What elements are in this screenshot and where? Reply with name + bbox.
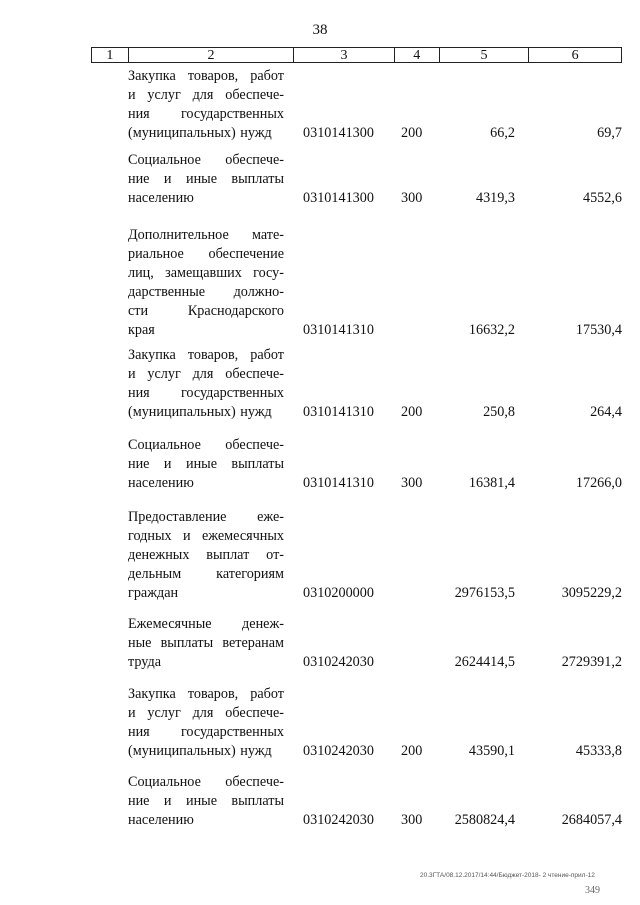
description-line: граждан <box>128 585 179 601</box>
description-line: риальное обеспечение <box>128 246 284 262</box>
row-value-2018: 2624414,5 <box>454 654 515 670</box>
row-code: 0310141300 <box>303 190 374 206</box>
description-line: ние и иные выплаты <box>128 456 284 472</box>
row-expense-type: 300 <box>401 475 423 491</box>
description-line: Ежемесячные денеж- <box>128 616 284 632</box>
description-line: населению <box>128 475 194 491</box>
row-description <box>128 508 284 603</box>
row-description <box>128 615 284 672</box>
row-expense-type: 300 <box>401 812 423 828</box>
header-col-2: 2 <box>129 48 294 62</box>
description-line: (муниципальных) нужд <box>128 743 272 759</box>
row-value-2019: 264,4 <box>590 404 622 420</box>
table-header <box>91 47 622 63</box>
description-line: и услуг для обеспече- <box>128 87 284 103</box>
row-value-2018: 4319,3 <box>475 190 515 206</box>
description-line: Предоставление еже- <box>128 509 284 525</box>
row-code: 0310141310 <box>303 475 374 491</box>
page-stamp: 349 <box>585 885 600 896</box>
row-code: 0310141310 <box>303 322 374 338</box>
row-value-2019: 17530,4 <box>575 322 622 338</box>
description-line: денежных выплат от- <box>128 547 284 563</box>
row-value-2018: 250,8 <box>483 404 515 420</box>
description-line: Закупка товаров, работ <box>128 686 284 702</box>
row-code: 0310242030 <box>303 743 374 759</box>
footer-filename: 20.3ГТА/08.12.2017/14:44/Бюджет-2018- 2 чтение-прил-12 <box>420 872 595 879</box>
row-value-2018: 16632,2 <box>468 322 515 338</box>
description-line: труда <box>128 654 161 670</box>
row-description <box>128 226 284 340</box>
description-line: годных и ежемесячных <box>128 528 284 544</box>
description-line: ния государственных <box>128 385 284 401</box>
row-value-2019: 2729391,2 <box>561 654 622 670</box>
row-description <box>128 346 284 422</box>
description-line: ние и иные выплаты <box>128 793 284 809</box>
description-line: края <box>128 322 155 338</box>
description-line: Социальное обеспече- <box>128 437 284 453</box>
row-value-2019: 4552,6 <box>582 190 622 206</box>
row-expense-type: 300 <box>401 190 423 206</box>
row-value-2018: 43590,1 <box>468 743 515 759</box>
row-value-2018: 2976153,5 <box>454 585 515 601</box>
row-code: 0310242030 <box>303 654 374 670</box>
page-number: 38 <box>312 22 328 38</box>
description-line: ные выплаты ветеранам <box>128 635 284 651</box>
row-code: 0310200000 <box>303 585 374 601</box>
row-value-2019: 45333,8 <box>575 743 622 759</box>
description-line: ния государственных <box>128 724 284 740</box>
description-line: Социальное обеспече- <box>128 774 284 790</box>
row-value-2018: 16381,4 <box>468 475 515 491</box>
description-line: дарственные должно- <box>128 284 284 300</box>
row-expense-type: 200 <box>401 743 423 759</box>
header-col-5: 5 <box>440 48 530 62</box>
description-line: дельным категориям <box>128 566 284 582</box>
description-line: лиц, замещавших госу- <box>128 265 284 281</box>
row-value-2019: 3095229,2 <box>561 585 622 601</box>
description-line: (муниципальных) нужд <box>128 404 272 420</box>
row-description <box>128 685 284 761</box>
row-code: 0310141300 <box>303 125 374 141</box>
description-line: населению <box>128 190 194 206</box>
row-description <box>128 773 284 830</box>
row-code: 0310141310 <box>303 404 374 420</box>
row-description <box>128 151 284 208</box>
description-line: Закупка товаров, работ <box>128 347 284 363</box>
row-description <box>128 436 284 493</box>
description-line: сти Краснодарского <box>128 303 284 319</box>
header-col-4: 4 <box>395 48 440 62</box>
row-value-2019: 2684057,4 <box>561 812 622 828</box>
description-line: и услуг для обеспече- <box>128 366 284 382</box>
description-line: (муниципальных) нужд <box>128 125 272 141</box>
description-line: Дополнительное мате- <box>128 227 284 243</box>
header-col-6: 6 <box>571 48 579 63</box>
description-line: Закупка товаров, работ <box>128 68 284 84</box>
description-line: Социальное обеспече- <box>128 152 284 168</box>
row-description <box>128 67 284 143</box>
header-col-3: 3 <box>294 48 395 62</box>
description-line: ние и иные выплаты <box>128 171 284 187</box>
row-value-2019: 69,7 <box>597 125 622 141</box>
description-line: населению <box>128 812 194 828</box>
row-expense-type: 200 <box>401 404 423 420</box>
header-col-1: 1 <box>92 48 129 62</box>
row-expense-type: 200 <box>401 125 423 141</box>
description-line: ния государственных <box>128 106 284 122</box>
row-code: 0310242030 <box>303 812 374 828</box>
description-line: и услуг для обеспече- <box>128 705 284 721</box>
row-value-2018: 2580824,4 <box>454 812 515 828</box>
row-value-2018: 66,2 <box>490 125 515 141</box>
row-value-2019: 17266,0 <box>575 475 622 491</box>
